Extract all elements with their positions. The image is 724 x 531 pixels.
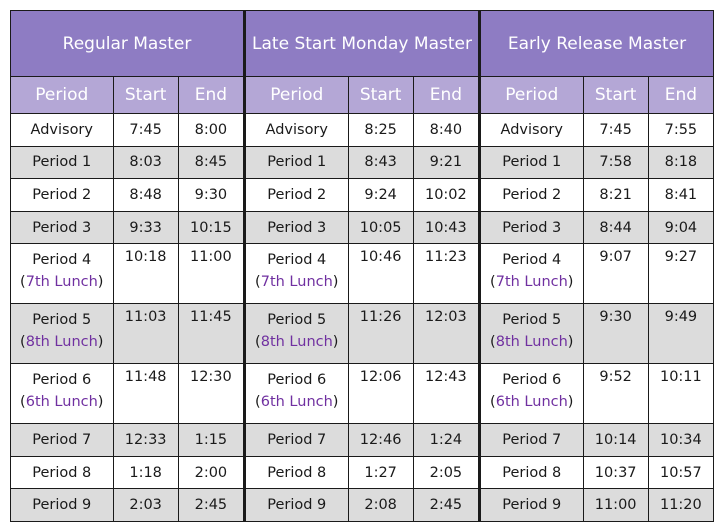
period-cell	[11, 244, 114, 304]
end-time: 8:18	[648, 146, 713, 179]
schedule-row	[481, 456, 714, 489]
period-name: Period 5	[32, 312, 92, 329]
late-start-monday-master-table	[245, 10, 479, 522]
schedule-row	[246, 424, 479, 457]
start-time: 7:58	[583, 146, 648, 179]
schedule-row	[246, 146, 479, 179]
lunch-label: (8th Lunch)	[490, 334, 574, 351]
period-cell: Period 7	[481, 424, 584, 457]
lunch-label: (6th Lunch)	[255, 394, 339, 411]
end-time: 1:15	[178, 424, 243, 457]
period-name: Period 5	[502, 312, 562, 329]
end-time: 2:00	[178, 456, 243, 489]
period-cell: Period 2	[246, 179, 349, 212]
schedule-row	[481, 179, 714, 212]
lunch-label: (8th Lunch)	[255, 334, 339, 351]
early-release-master-table	[480, 10, 714, 522]
lunch-name: 8th Lunch	[25, 334, 98, 351]
period-cell: Period 2	[11, 179, 114, 212]
period-cell: Period 3	[11, 211, 114, 244]
period-cell: Period 8	[481, 456, 584, 489]
period-name: Period 6	[267, 372, 327, 389]
schedule-row	[481, 424, 714, 457]
period-cell	[481, 244, 584, 304]
end-time: 12:43	[413, 364, 478, 424]
end-time: 8:40	[413, 114, 478, 147]
column-header-start: Start	[583, 77, 648, 114]
period-cell: Period 3	[481, 211, 584, 244]
schedule-table	[245, 10, 479, 522]
schedule-row	[246, 244, 479, 304]
schedule-row	[481, 244, 714, 304]
schedule-row	[246, 304, 479, 364]
period-cell: Period 1	[246, 146, 349, 179]
start-time: 7:45	[583, 114, 648, 147]
end-time: 12:30	[178, 364, 243, 424]
period-name: Period 4	[32, 252, 92, 269]
start-time: 11:03	[113, 304, 178, 364]
schedule-title: Early Release Master	[481, 11, 714, 77]
schedule-row	[11, 456, 244, 489]
period-cell: Period 8	[11, 456, 114, 489]
period-name: Period 4	[267, 252, 327, 269]
bell-schedules	[10, 10, 714, 522]
start-time: 10:14	[583, 424, 648, 457]
period-cell: Advisory	[246, 114, 349, 147]
end-time: 9:49	[648, 304, 713, 364]
schedule-table	[10, 10, 244, 522]
schedule-row	[481, 489, 714, 522]
start-time: 8:25	[348, 114, 413, 147]
end-time: 2:45	[178, 489, 243, 522]
start-time: 12:06	[348, 364, 413, 424]
schedule-row	[11, 211, 244, 244]
lunch-label: (7th Lunch)	[20, 274, 104, 291]
end-time: 10:43	[413, 211, 478, 244]
period-cell: Period 1	[481, 146, 584, 179]
end-time: 9:30	[178, 179, 243, 212]
start-time: 7:45	[113, 114, 178, 147]
period-cell	[11, 364, 114, 424]
column-header-period: Period	[481, 77, 584, 114]
lunch-label: (6th Lunch)	[20, 394, 104, 411]
column-header-end: End	[413, 77, 478, 114]
period-cell	[246, 244, 349, 304]
end-time: 2:45	[413, 489, 478, 522]
column-header-end: End	[648, 77, 713, 114]
lunch-label: (8th Lunch)	[20, 334, 104, 351]
column-header-period: Period	[246, 77, 349, 114]
schedule-title: Late Start Monday Master	[246, 11, 479, 77]
period-cell	[246, 304, 349, 364]
start-time: 10:18	[113, 244, 178, 304]
lunch-name: 6th Lunch	[260, 394, 333, 411]
end-time: 1:24	[413, 424, 478, 457]
start-time: 8:48	[113, 179, 178, 212]
start-time: 10:46	[348, 244, 413, 304]
start-time: 9:24	[348, 179, 413, 212]
start-time: 11:00	[583, 489, 648, 522]
start-time: 1:18	[113, 456, 178, 489]
period-cell: Period 3	[246, 211, 349, 244]
end-time: 11:00	[178, 244, 243, 304]
period-cell: Period 9	[11, 489, 114, 522]
start-time: 8:43	[348, 146, 413, 179]
period-cell: Period 1	[11, 146, 114, 179]
end-time: 2:05	[413, 456, 478, 489]
period-cell: Period 7	[246, 424, 349, 457]
start-time: 10:37	[583, 456, 648, 489]
lunch-name: 7th Lunch	[495, 274, 568, 291]
schedule-row	[481, 114, 714, 147]
period-cell: Period 7	[11, 424, 114, 457]
lunch-name: 7th Lunch	[260, 274, 333, 291]
end-time: 10:11	[648, 364, 713, 424]
lunch-label: (6th Lunch)	[490, 394, 574, 411]
lunch-label: (7th Lunch)	[490, 274, 574, 291]
schedule-row	[481, 211, 714, 244]
lunch-name: 6th Lunch	[495, 394, 568, 411]
start-time: 8:21	[583, 179, 648, 212]
start-time: 12:33	[113, 424, 178, 457]
column-header-end: End	[178, 77, 243, 114]
lunch-name: 8th Lunch	[495, 334, 568, 351]
end-time: 8:45	[178, 146, 243, 179]
end-time: 9:04	[648, 211, 713, 244]
start-time: 9:33	[113, 211, 178, 244]
start-time: 11:48	[113, 364, 178, 424]
start-time: 2:08	[348, 489, 413, 522]
end-time: 8:41	[648, 179, 713, 212]
schedule-row	[11, 489, 244, 522]
regular-master-table	[10, 10, 244, 522]
period-cell	[246, 364, 349, 424]
schedule-row	[246, 114, 479, 147]
column-header-period: Period	[11, 77, 114, 114]
period-name: Period 6	[502, 372, 562, 389]
period-cell	[481, 364, 584, 424]
schedule-row	[11, 424, 244, 457]
end-time: 12:03	[413, 304, 478, 364]
end-time: 9:27	[648, 244, 713, 304]
end-time: 8:00	[178, 114, 243, 147]
start-time: 1:27	[348, 456, 413, 489]
schedule-row	[11, 304, 244, 364]
end-time: 10:57	[648, 456, 713, 489]
schedule-row	[11, 146, 244, 179]
period-name: Period 4	[502, 252, 562, 269]
start-time: 12:46	[348, 424, 413, 457]
period-cell: Period 8	[246, 456, 349, 489]
end-time: 7:55	[648, 114, 713, 147]
period-name: Period 5	[267, 312, 327, 329]
start-time: 8:03	[113, 146, 178, 179]
period-cell: Advisory	[481, 114, 584, 147]
period-cell: Period 2	[481, 179, 584, 212]
lunch-name: 6th Lunch	[25, 394, 98, 411]
schedule-row	[246, 489, 479, 522]
lunch-name: 7th Lunch	[25, 274, 98, 291]
end-time: 11:23	[413, 244, 478, 304]
period-cell	[481, 304, 584, 364]
start-time: 9:30	[583, 304, 648, 364]
start-time: 2:03	[113, 489, 178, 522]
schedule-row	[246, 179, 479, 212]
period-cell: Period 9	[246, 489, 349, 522]
column-header-start: Start	[113, 77, 178, 114]
schedule-table	[480, 10, 714, 522]
lunch-name: 8th Lunch	[260, 334, 333, 351]
schedule-title: Regular Master	[11, 11, 244, 77]
start-time: 9:07	[583, 244, 648, 304]
start-time: 8:44	[583, 211, 648, 244]
schedule-row	[246, 456, 479, 489]
schedule-row	[481, 304, 714, 364]
column-header-start: Start	[348, 77, 413, 114]
schedule-row	[11, 244, 244, 304]
end-time: 11:45	[178, 304, 243, 364]
schedule-row	[11, 114, 244, 147]
schedule-row	[481, 146, 714, 179]
end-time: 10:15	[178, 211, 243, 244]
start-time: 11:26	[348, 304, 413, 364]
schedule-row	[246, 211, 479, 244]
period-cell: Period 9	[481, 489, 584, 522]
end-time: 10:34	[648, 424, 713, 457]
end-time: 11:20	[648, 489, 713, 522]
end-time: 10:02	[413, 179, 478, 212]
start-time: 10:05	[348, 211, 413, 244]
schedule-row	[11, 364, 244, 424]
end-time: 9:21	[413, 146, 478, 179]
schedule-row	[246, 364, 479, 424]
period-name: Period 6	[32, 372, 92, 389]
start-time: 9:52	[583, 364, 648, 424]
schedule-row	[481, 364, 714, 424]
period-cell	[11, 304, 114, 364]
lunch-label: (7th Lunch)	[255, 274, 339, 291]
schedule-row	[11, 179, 244, 212]
period-cell: Advisory	[11, 114, 114, 147]
